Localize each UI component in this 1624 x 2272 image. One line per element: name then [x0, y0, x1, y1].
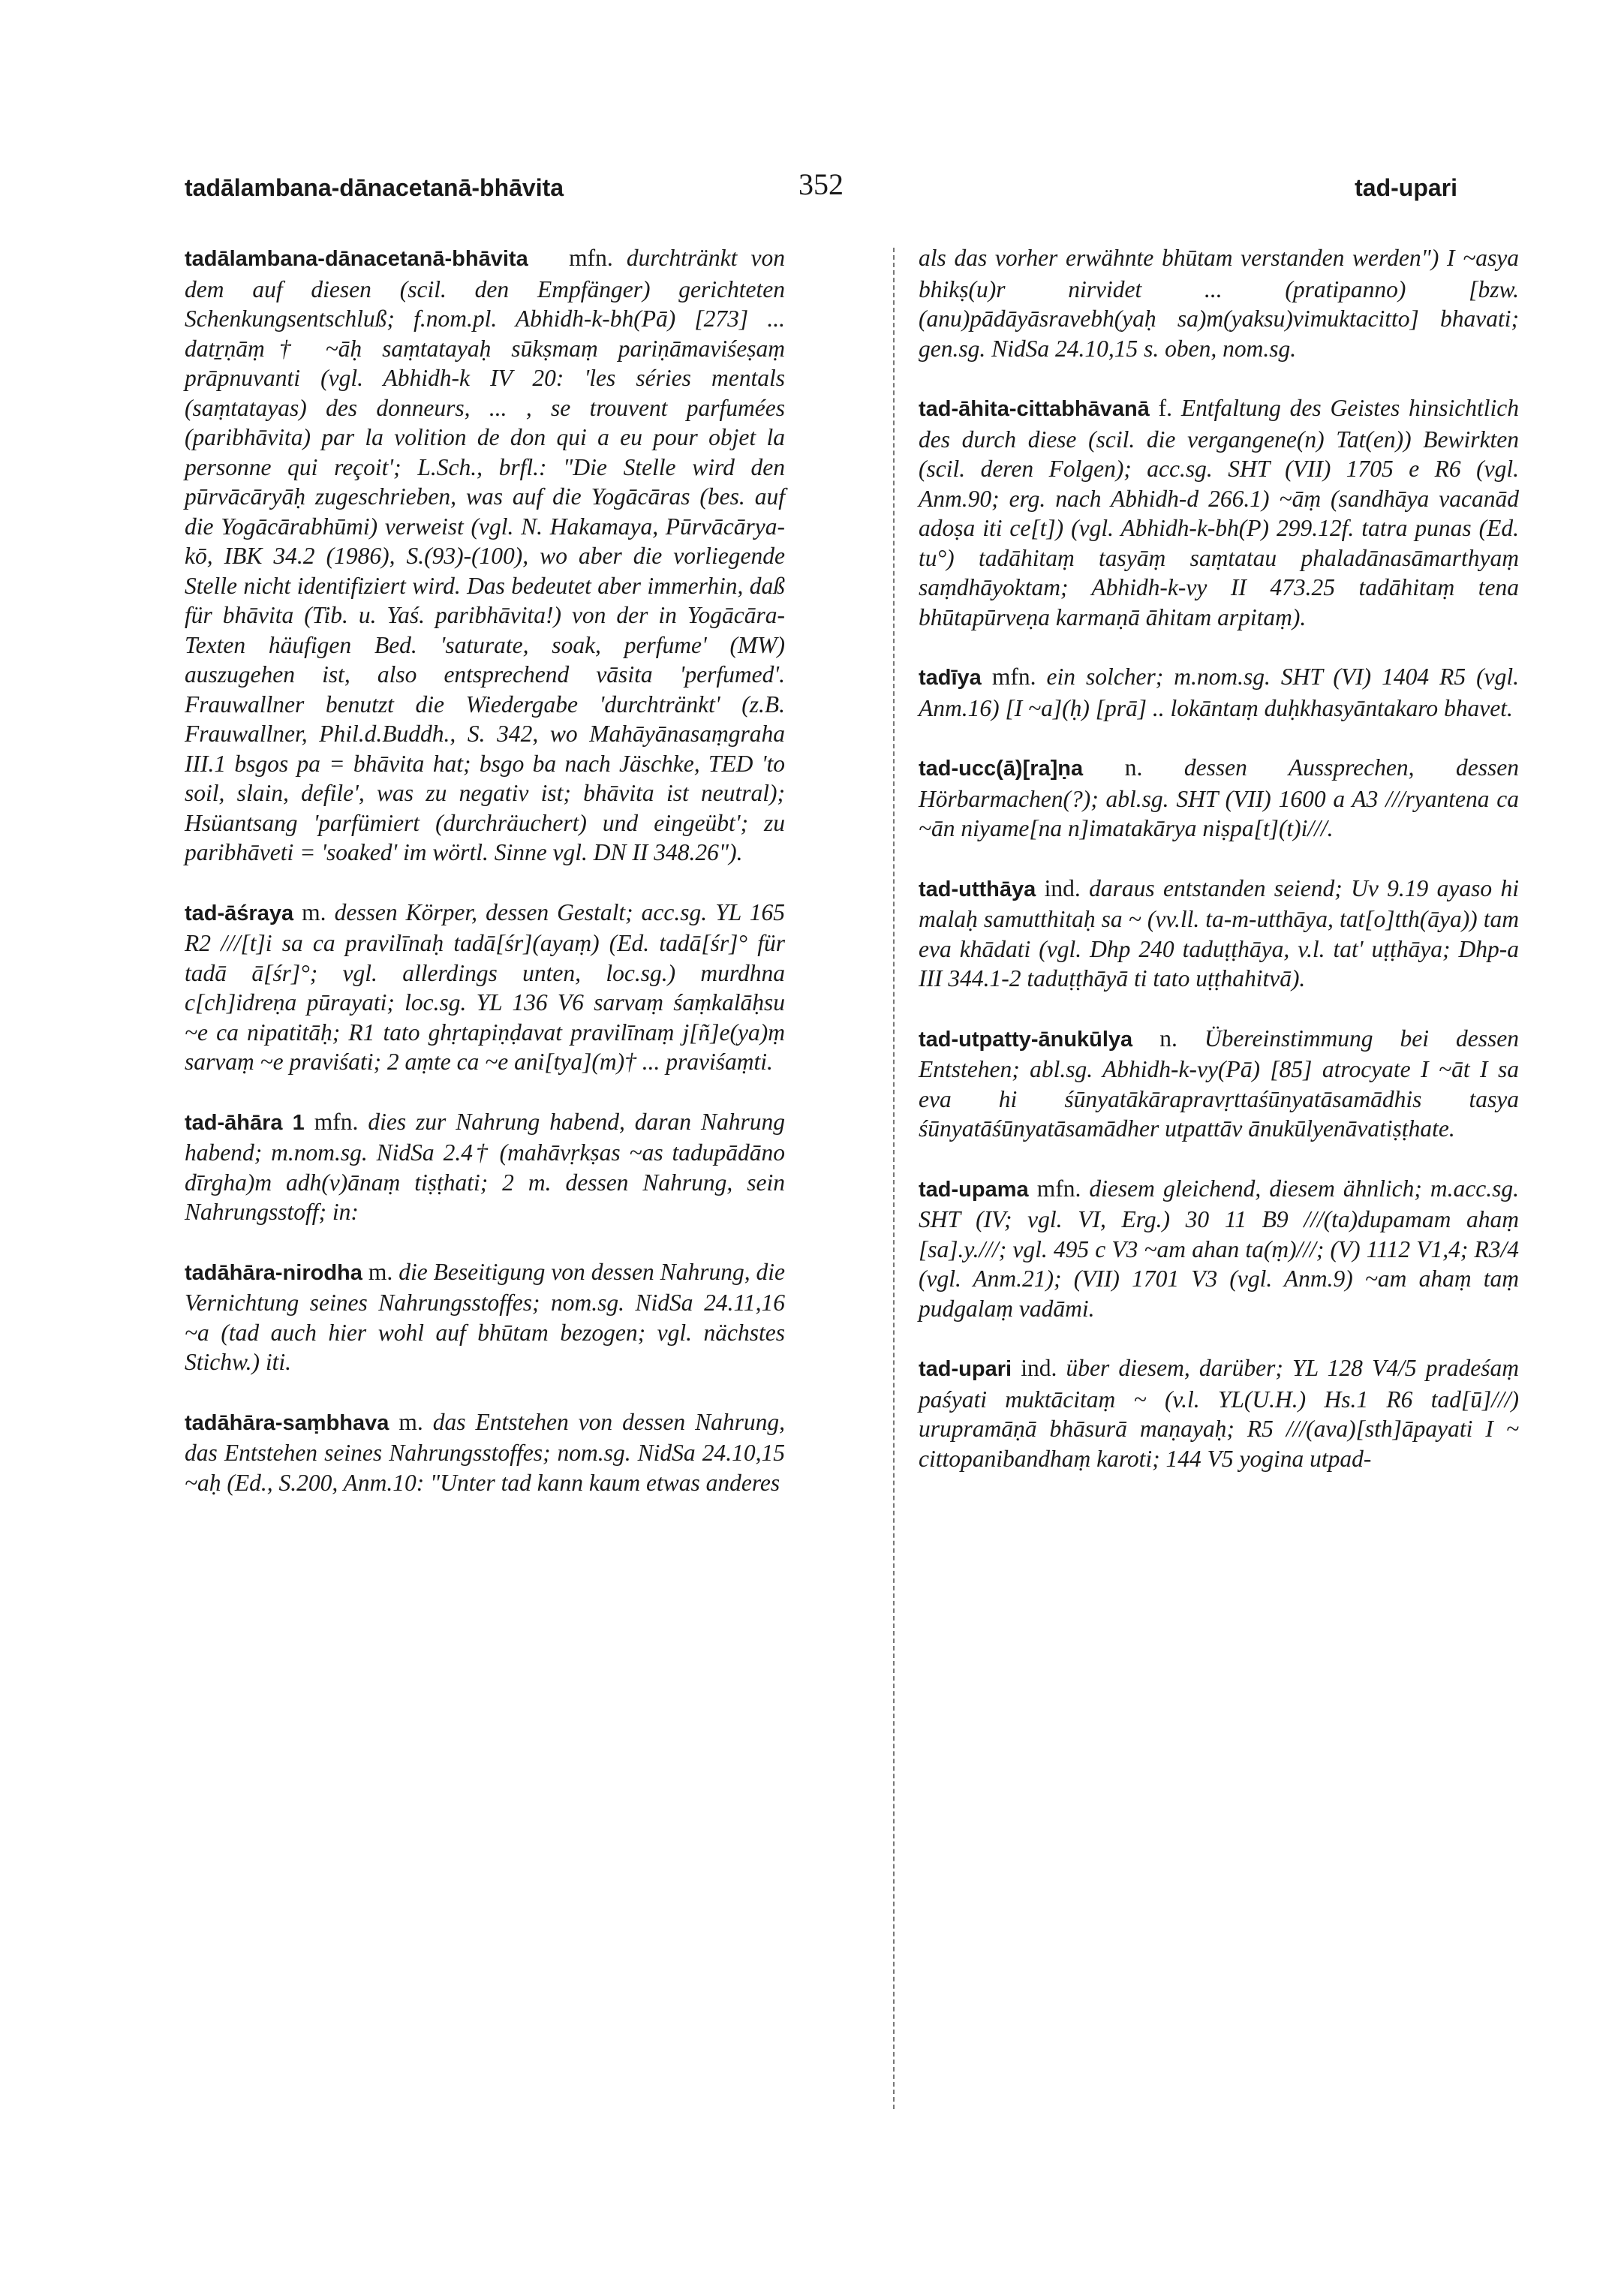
entry-text: dessen Aussprechen, dessen Hörbarmachen(?); abl.sg. SHT (VII) 1600 a A3 ///ryantena ca ~ān niyame[na n]imatakārya niṣpa[t](t)i///. — [919, 754, 1520, 841]
entry-lemma: tad-ucc(ā)[ra]ṇa — [919, 757, 1084, 781]
entry-lemma: tad-āhita-cittabhāvanā — [919, 397, 1150, 421]
entry-text: als das vorher erwähnte bhūtam verstanden werden") I ~asya bhikṣ(u)r nirvidet ... (pratipanno) [bzw. (anu)pādāyāsravebh(yaḥ sa)m(yaksu)vimuktacitto] bhavati; gen.sg. NidSa 24.10,15 s. oben, nom.sg. — [919, 245, 1519, 362]
dictionary-entry — [185, 1107, 785, 1227]
entry-text: das Entstehen von dessen Nahrung, das Entstehen seines Nahrungsstoffes; nom.sg. NidSa 24.10,15 ~aḥ (Ed., S.200, Anm.10: "Unter tad kann kaum etwas anderes — [185, 1408, 786, 1496]
dictionary-entry — [185, 243, 785, 868]
dictionary-entry — [919, 1353, 1519, 1473]
entry-grammar: ind. — [1021, 1355, 1057, 1381]
page-number: 352 — [798, 167, 844, 201]
entry-grammar: n. — [1124, 754, 1143, 781]
entry-text: dies zur Nahrung habend, daran Nahrung habend; m.nom.sg. NidSa 2.4† (mahāvṛkṣas ~as tadupādāno dīrgha)m adh(v)ānaṃ tiṣṭhati; 2 m. dessen Nahrung, sein Nahrungsstoff; in: — [185, 1108, 786, 1225]
dictionary-entry-continuation — [919, 243, 1519, 363]
left-column — [185, 243, 785, 1527]
entry-grammar: mfn. — [991, 664, 1036, 690]
entry-lemma: tad-āhāra 1 — [185, 1110, 305, 1135]
entry-text: über diesem, darüber; YL 128 V4/5 pradeśaṃ paśyati muktācitaṃ ~ (v.l. YL(U.H.) Hs.1 R6 tad[ū]///) urupramāṇā bhāsurā maṇayaḥ; R5 ///(ava)[sth]āpayati I ~ cittopanibandhaṃ karoti; 144 V5 yogina utpad- — [919, 1355, 1519, 1472]
entry-grammar: mfn. — [1036, 1175, 1081, 1202]
running-head-left: tadālambana-dānacetanā-bhāvita — [185, 174, 564, 201]
entry-lemma: tadīya — [919, 666, 982, 690]
entry-grammar: n. — [1159, 1025, 1177, 1052]
entry-text: durchtränkt von dem auf diesen (scil. den Empfänger) gerichteten Schenkungsentschluß; f.nom.pl. Abhidh-k-bh(Pā) [273] ... datṟṇāṃ† ~āḥ saṃtatayaḥ sūkṣmaṃ pariṇāmaviśeṣaṃ prāpnuvanti (vgl. Abhidh-k IV 20: 'les séries mentals (saṃtatayas) des donneurs, ... , se trouvent parfumées (paribhāvita) par la volition de don qui a eu pour objet la personne qui reçoit'; L.Sch., brfl.: "Die Stelle wird den pūrvācāryāḥ zugeschrieben, was auf die Yogācāras (bes. auf die Yogācārabhūmi) verweist (vgl. N. Hakamaya, Pūrvācārya-kō, IBK 34.2 (1986), S.(93)-(100), wo aber die vorliegende Stelle nicht identifiziert wird. Das bedeutet aber immerhin, daß für bhāvita (Tib. u. Yaś. paribhāvita!) von der in Yogācāra-Texten häufigen Bed. 'saturate, soak, perfume' (MW) auszugehen ist, also entsprechend vāsita 'perfumed'. Frauwallner benutzt die Wiedergabe 'durchtränkt' (z.B. Frauwallner, Phil.d.Buddh., S. 342, wo Mahāyānasaṃgraha III.1 bsgos pa = bhāvita hat; bsgo ba nach Jäschke, TED 'to soil, slain, defile', was zu negativ ist; bhāvita ist neutral); Hsüantsang 'parfümiert (durchräuchert) und eingeübt'; zu paribhāveti = 'soaked' im wörtl. Sinne vgl. DN II 348.26"). — [185, 245, 785, 865]
entry-lemma: tad-utpatty-ānukūlya — [919, 1027, 1133, 1052]
dictionary-entry — [185, 1407, 785, 1498]
dictionary-entry — [185, 898, 785, 1077]
entry-lemma: tad-āśraya — [185, 901, 294, 925]
dictionary-entry — [919, 662, 1519, 723]
entry-lemma: tad-upama — [919, 1177, 1029, 1202]
entry-grammar: mfn. — [569, 245, 613, 271]
dictionary-entry — [919, 874, 1519, 994]
entry-lemma: tad-utthāya — [919, 877, 1036, 901]
entry-grammar: mfn. — [314, 1108, 359, 1135]
entry-text: Übereinstimmung bei dessen Entstehen; abl.sg. Abhidh-k-vy(Pā) [85] atrocyate I ~āt I sa eva hi śūnyatākārapravṛttaśūnyatāsamādhis tasya śūnyatāśūnyatāsamādher utpattāv ānukūlyenāvatiṣṭhate. — [919, 1025, 1520, 1142]
entry-text: dessen Körper, dessen Gestalt; acc.sg. YL 165 R2 ///[t]i sa ca pravilīnaḥ tadā[śr](ayaṃ) (Ed. tadā[śr]° für tadā ā[śr]°; vgl. allerdings unten, loc.sg.) murdhna c[ch]idreṇa pūrayati; loc.sg. YL 136 V6 sarvaṃ śaṃkalāḥsu ~e ca nipatitāḥ; R1 tato ghṛtapiṇḍavat pravilīnaṃ j[ñ]e(ya)ṃ sarvaṃ ~e praviśati; 2 aṃte ca ~e ani[tya](m)† ... praviśaṃti. — [185, 898, 785, 1075]
entry-text: daraus entstanden seiend; Uv 9.19 ayaso hi malaḥ samutthitaḥ sa ~ (vv.ll. ta-m-utthāya, tat[o]tth(āya)) tam eva khādati (vgl. Dhp 240 taduṭṭhāya, v.l. tat' uṭṭhāya; Dhp-a III 344.1-2 taduṭṭhāyā ti tato uṭṭhahitvā). — [919, 874, 1519, 992]
dictionary-entry — [919, 1024, 1519, 1144]
entry-grammar: m. — [368, 1258, 393, 1285]
entry-lemma: tadāhāra-nirodha — [185, 1260, 362, 1285]
entry-text: diesem gleichend, diesem ähnlich; m.acc.sg. SHT (IV; vgl. VI, Erg.) 30 11 B9 ///(ta)dupamam ahaṃ [sa].y.///; vgl. 495 c V3 ~am ahan ta(ṃ)///; (V) 1112 V1,4; R3/4 (vgl. Anm.21); (VII) 1701 V3 (vgl. Anm.9) ~am ahaṃ taṃ pudgalaṃ vadāmi. — [919, 1175, 1520, 1322]
dictionary-entry — [185, 1257, 785, 1377]
entry-grammar: f. — [1158, 395, 1172, 421]
entry-text: ein solcher; m.nom.sg. SHT (VI) 1404 R5 (vgl. Anm.16) [I ~a](ḥ) [prā] .. lokāntaṃ duḥkhasyāntakaro bhavet. — [919, 664, 1520, 721]
dictionary-entry — [919, 393, 1519, 632]
entry-text: die Beseitigung von dessen Nahrung, die Vernichtung seines Nahrungsstoffes; nom.sg. NidSa 24.11,16 ~a (tad auch hier wohl auf bhūtam bezogen; vgl. nächstes Stichw.) iti. — [185, 1258, 786, 1375]
running-head-right: tad-upari — [1355, 174, 1457, 201]
entry-lemma: tadālambana-dānacetanā-bhāvita — [185, 247, 528, 271]
entry-lemma: tadāhāra-saṃbhava — [185, 1410, 389, 1435]
running-head — [185, 167, 1457, 215]
entry-grammar: ind. — [1044, 874, 1081, 901]
dictionary-entry — [919, 753, 1519, 844]
entry-text: Entfaltung des Geistes hinsichtlich des durch diese (scil. die vergangene(n) Tat(en)) Bewirkten (scil. deren Folgen); acc.sg. SHT (VII) 1705 e R6 (vgl. Anm.90; erg. nach Abhidh-d 266.1) ~āṃ (sandhāya vacanād adoṣa iti ce[t]) (vgl. Abhidh-k-bh(P) 299.12f. tatra punas (Ed. tu°) tadāhitaṃ tasyāṃ saṃtatau phaladānasāmarthyaṃ saṃdhāyoktam; Abhidh-k-vy II 473.25 tadāhitaṃ tena bhūtapūrveṇa karmaṇā āhitam arpitaṃ). — [919, 395, 1520, 630]
dictionary-entry — [919, 1174, 1519, 1324]
entry-grammar: m. — [302, 898, 326, 925]
entry-lemma: tad-upari — [919, 1357, 1012, 1381]
entry-grammar: m. — [398, 1408, 423, 1435]
right-column — [919, 243, 1519, 1503]
column-divider — [893, 248, 895, 2109]
